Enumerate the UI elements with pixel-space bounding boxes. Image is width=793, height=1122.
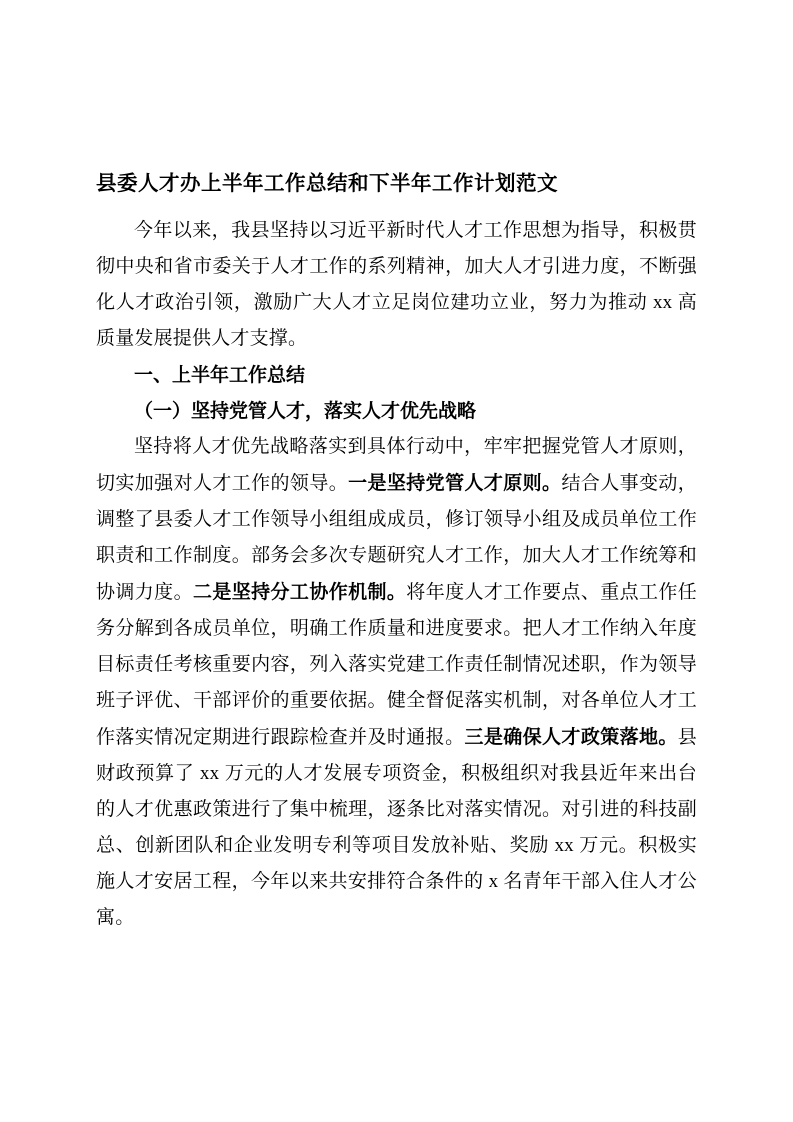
body-run-normal: 县财政预算了 xx 万元的人才发展专项资金，积极组织对我县近年来出台的人才优惠政策进行了集中梳理，逐条比对落实情况。对引进的科技副总、创新团队和企业发明专利等项目发放补贴、奖励 xx 万元。积极实施人才安居工程，今年以来共安排符合条件的 x 名青年干部入住人才公寓。: [96, 726, 697, 928]
section-heading-1: 一、上半年工作总结: [134, 363, 306, 386]
body-run-normal: 将年度人才工作要点、重点工作任务分解到各成员单位，明确工作质量和进度要求。把人才工作纳入年度目标责任考核重要内容，列入落实党建工作责任制情况述职，作为领导班子评优、干部评价的重要依据。健全督促落实机制，对各单位人才工作落实情况定期进行跟踪检查并及时通报。: [96, 581, 697, 748]
body-run-normal: 坚持将人才优先战略落实到具体行动中，牢牢把握党管人才原则，切实加强对人才工作的领导。: [96, 435, 697, 494]
body-run-bold: 三是确保人才政策落地。: [464, 725, 678, 748]
body-run-normal: 结合人事变动，调整了县委人才工作领导小组组成成员，修订领导小组及成员单位工作职责和工作制度。部务会多次专题研究人才工作，加大人才工作统筹和协调力度。: [96, 472, 697, 603]
body-run-bold: 二是坚持分工协作机制。: [192, 580, 407, 603]
intro-paragraph: 今年以来，我县坚持以习近平新时代人才工作思想为指导，积极贯彻中央和省市委关于人才工作的系列精神，加大人才引进力度，不断强化人才政治引领，激励广大人才立足岗位建功立业，努力为推动 xx 高质量发展提供人才支撑。: [96, 219, 697, 349]
body-paragraph-mixed: [96, 429, 697, 936]
page-title: 县委人才办上半年工作总结和下半年工作计划范文: [96, 171, 558, 195]
body-run-bold: 一是坚持党管人才原则。: [348, 471, 562, 494]
subsection-heading-1: （一）坚持党管人才，落实人才优先战略: [134, 399, 477, 422]
